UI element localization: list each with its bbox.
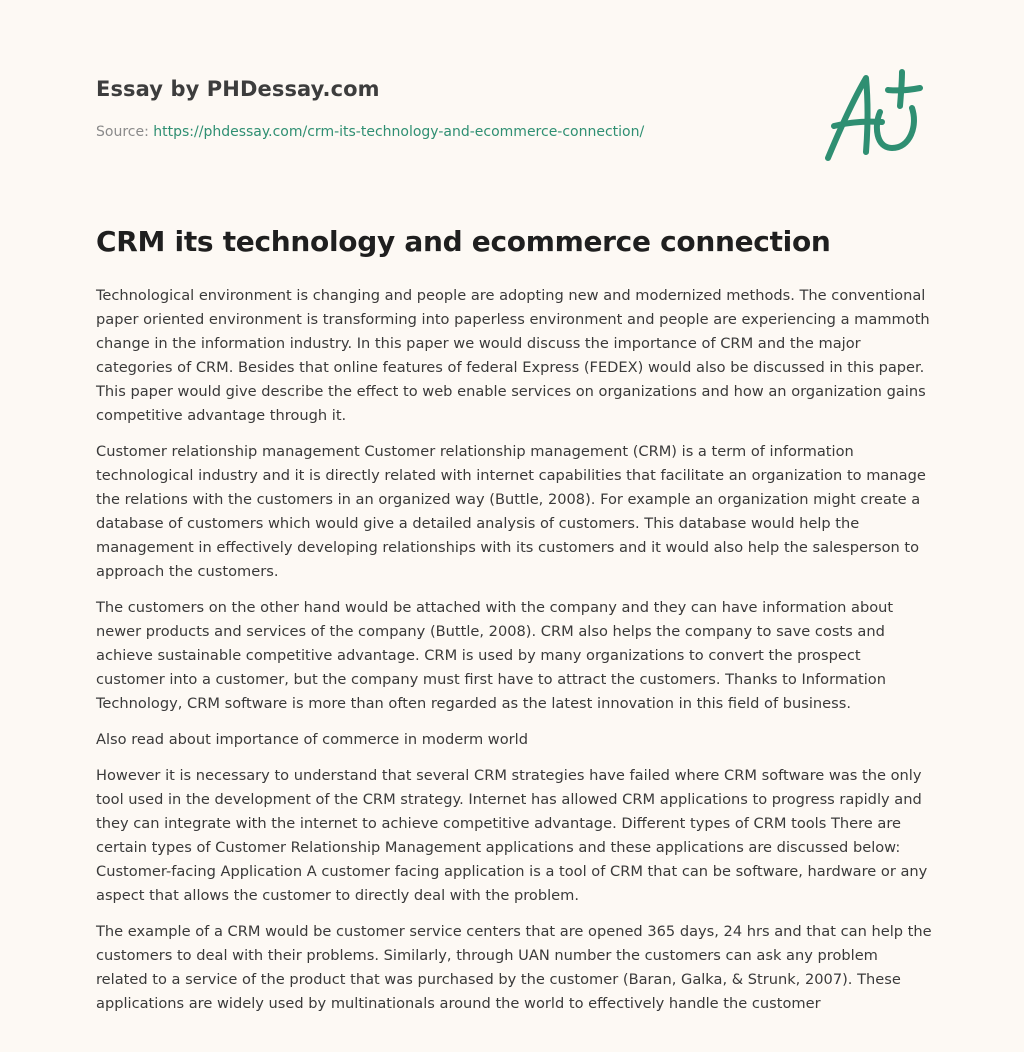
- a-plus-logo-icon: [818, 64, 930, 168]
- source-label: Source:: [96, 124, 149, 140]
- source-line: [96, 124, 644, 140]
- article-paragraph: However it is necessary to understand that several CRM strategies have failed where CRM software was the only tool used in the development of the CRM strategy. Internet has allowed CRM applications to progress rapidly and they can integrate with the internet to achieve competitive advantage. Different types of CRM tools There are certain types of Customer Relationship Management applications and these applications are discussed below: Customer-facing Application A customer facing application is a tool of CRM that can be software, hardware or any aspect that allows the customer to directly deal with the problem.: [96, 767, 928, 904]
- article-body: [96, 284, 932, 1028]
- article-paragraph: Technological environment is changing and people are adopting new and modernized methods. The conventional paper oriented environment is transforming into paperless environment and people are experiencing a mammoth change in the information industry. In this paper we would discuss the importance of CRM and the major categories of CRM. Besides that online features of federal Express (FEDEX) would also be discussed in this paper. This paper would give describe the effect to web enable services on organizations and how an organization gains competitive advantage through it.: [96, 287, 930, 424]
- article-paragraph: Also read about importance of commerce in moderm world: [96, 731, 528, 748]
- site-brand: Essay by PHDessay.com: [96, 77, 380, 101]
- article-title: CRM its technology and ecommerce connection: [96, 225, 831, 258]
- article-paragraph: The example of a CRM would be customer service centers that are opened 365 days, 24 hrs and that can help the customers to deal with their problems. Similarly, through UAN number the customers can ask any problem related to a service of the product that was purchased by the customer (Baran, Galka, & Strunk, 2007). These applications are widely used by multinationals around the world to effectively handle the customer: [96, 923, 932, 1012]
- article-paragraph: Customer relationship management Customer relationship management (CRM) is a term of information technological industry and it is directly related with internet capabilities that facilitate an organization to manage the relations with the customers in an organized way (Buttle, 2008). For example an organization might create a database of customers which would give a detailed analysis of customers. This database would help the management in effectively developing relationships with its customers and it would also help the salesperson to approach the customers.: [96, 443, 926, 580]
- source-link[interactable]: https://phdessay.com/crm-its-technology-and-ecommerce-connection/: [153, 124, 645, 140]
- article-paragraph: The customers on the other hand would be attached with the company and they can have information about newer products and services of the company (Buttle, 2008). CRM also helps the company to save costs and achieve sustainable competitive advantage. CRM is used by many organizations to convert the prospect customer into a customer, but the company must first have to attract the customers. Thanks to Information Technology, CRM software is more than often regarded as the latest innovation in this field of business.: [96, 599, 894, 712]
